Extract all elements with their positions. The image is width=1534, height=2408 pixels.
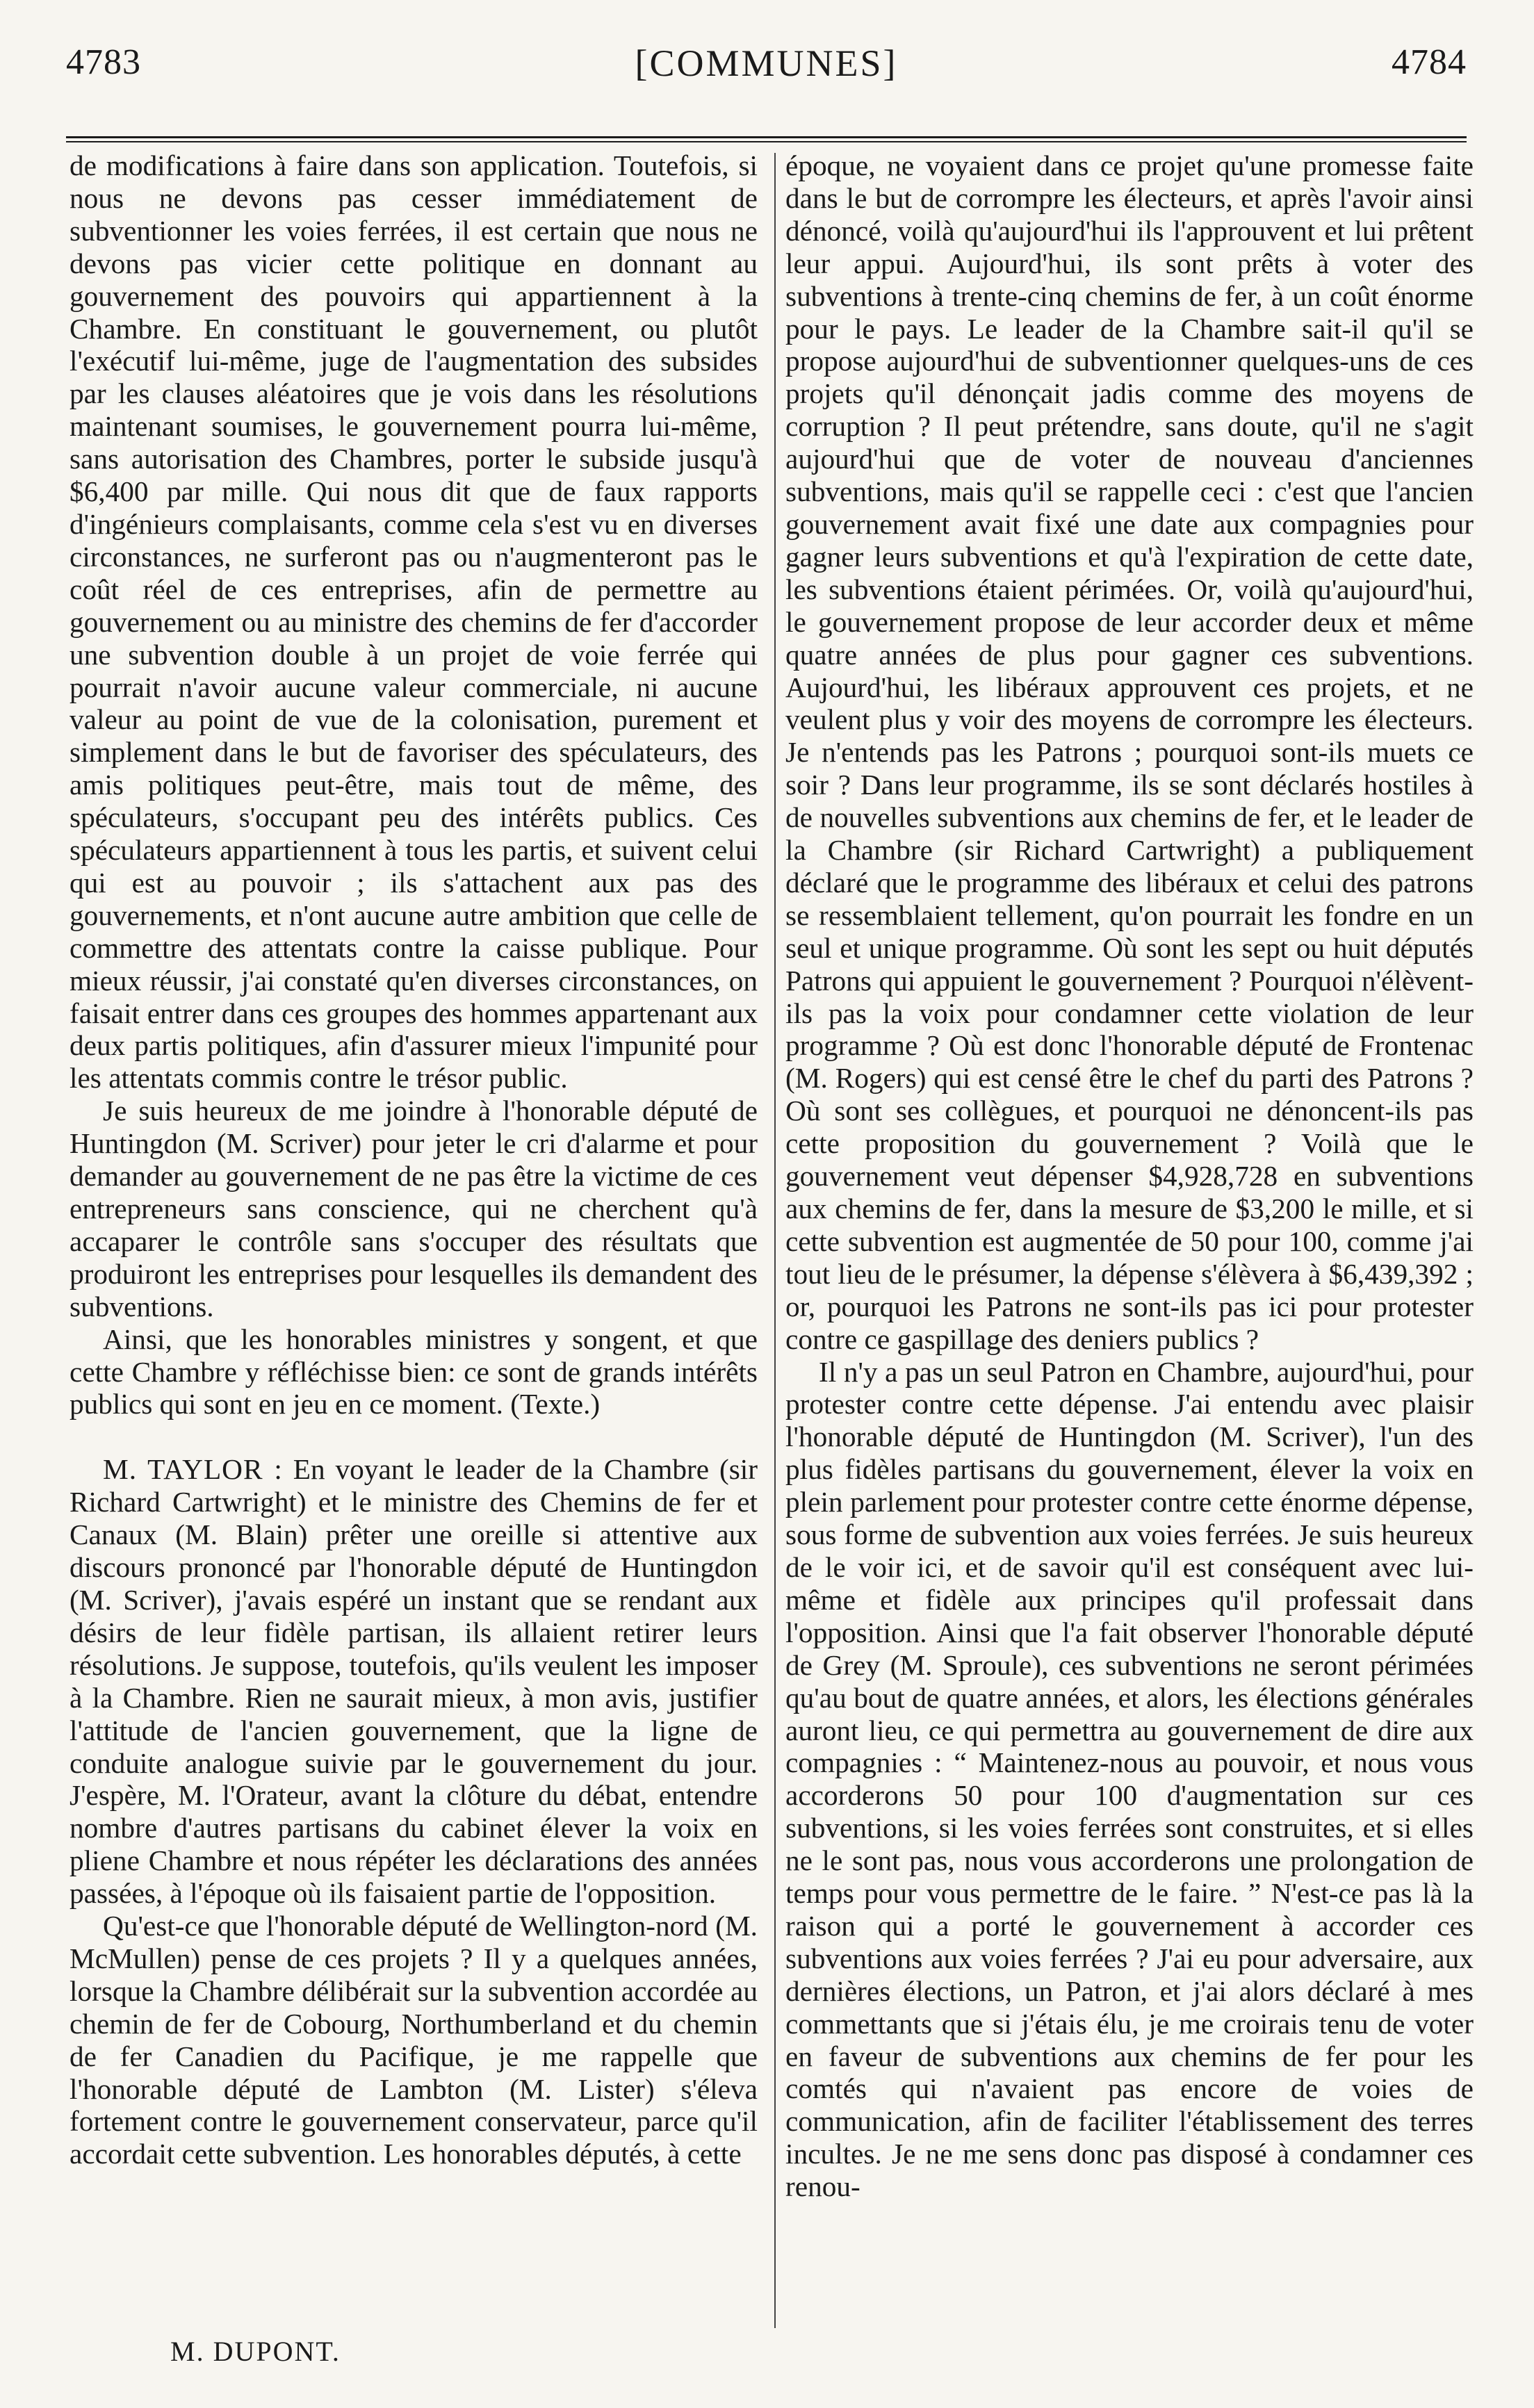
right-paragraph-2: Il n'y a pas un seul Patron en Chambre, aujourd'hui, pour protester contre cette dépense. J'ai entendu avec plaisir l'honorable député de Huntingdon (M. Scriver), l'un des plus fidèles partisans du gouvernement, élever la voix en plein parlement pour protester contre cette énorme dépense, sous forme de subvention aux voies ferrées. Je suis heureux de le voir ici, et de savoir qu'il est conséquent avec lui-même et fidèle aux principes qu'il professait dans l'opposition. Ainsi que l'a fait observer l'honorable député de Grey (M. Sproule), ces subventions ne seront périmées qu'au bout de quatre années, et alors, les élections générales auront lieu, ce qui permettra au gouvernement de dire aux compagnies : “ Maintenez-nous au pouvoir, et nous vous accorderons 50 pour 100 d'augmentation sur ces subventions, si les voies ferrées sont construites, et si elles ne le sont pas, nous vous accorderons une prolongation de temps pour vous permettre de le faire. ” N'est-ce pas là la raison qui a porté le gouvernement à accorder ces subventions aux voies ferrées ? J'ai eu pour adversaire, aux dernières élections, un Patron, et j'ai alors déclaré à mes commettants que si j'étais élu, je me croirais tenu de voter en faveur de subventions aux chemins de fer pour les comtés qui n'avaient pas encore de voies de communication, afin de faciliter l'établissement des terres incultes. Je ne me sens donc pas disposé à condamner ces renou- [785,1355,1474,2203]
footer-speaker-name: M. DUPONT. [170,2336,341,2367]
left-paragraph-5: Qu'est-ce que l'honorable député de Wellington-nord (M. McMullen) pense de ces projets ? Il y a quelques années, lorsque la Chambre délibérait sur la subvention accordée au chemin de fer de Cobourg, Northumberland et du chemin de fer Canadien du Pacifique, je me rappelle que l'honorable député de Lambton (M. Lister) s'éleva fortement contre le gouvernement conservateur, parce qu'il accordait cette subvention. Les honorables députés, à cette [70,1910,758,2170]
header-rule-bottom [66,141,1467,142]
section-title: [COMMUNES] [635,42,898,84]
left-paragraph-1: de modifications à faire dans son application. Toutefois, si nous ne devons pas cesser immédiatement de subventionner les voies ferrées, il est certain que nous ne devons pas vicier cette politique en donnant au gouvernement des pouvoirs qui appartiennent à la Chambre. En constituant le gouvernement, ou plutôt l'exécutif lui-même, juge de l'augmentation des subsides par les clauses aléatoires que je vois dans les résolutions maintenant soumises, le gouvernement pourra lui-même, sans autorisation des Chambres, porter le subside jusqu'à $6,400 par mille. Qui nous dit que de faux rapports d'ingénieurs complaisants, comme cela s'est vu en diverses circonstances, ne surferont pas ou n'augmenteront pas le coût réel de ces entreprises, afin de permettre au gouvernement ou au ministre des chemins de fer d'accorder une subvention double à un projet de voie ferrée qui pourrait n'avoir aucune valeur commerciale, ni aucune valeur au point de vue de la colonisation, purement et simplement dans le but de favoriser des spéculateurs, des amis politiques peut-être, mais tout de même, des spéculateurs, s'occupant peu des intérêts publics. Ces spéculateurs appartiennent à tous les partis, et suivent celui qui est au pouvoir ; ils s'attachent aux pas des gouvernements, et n'ont aucune autre ambition que celle de commettre des attentats contre la caisse publique. Pour mieux réussir, j'ai constaté qu'en diverses circonstances, on faisait entrer dans ces groupes des hommes appartenant aux deux partis politiques, afin d'assurer mieux l'impunité pour les attentats commis contre le trésor public. [70,149,758,1095]
page-number-left: 4783 [66,42,141,82]
right-column [785,149,1474,2203]
page-number-right: 4784 [1392,42,1467,82]
right-paragraph-1: époque, ne voyaient dans ce projet qu'une promesse faite dans le but de corrompre les électeurs, et après l'avoir ainsi dénoncé, voilà qu'aujourd'hui ils l'approuvent et lui prêtent leur appui. Aujourd'hui, ils sont prêts à voter des subventions à trente-cinq chemins de fer, à un coût énorme pour le pays. Le leader de la Chambre sait-il qu'il se propose aujourd'hui de subventionner quelques-uns de ces projets qu'il dénonçait jadis comme des moyens de corruption ? Il peut prétendre, sans doute, qu'il ne s'agit aujourd'hui que de voter de nouveau d'anciennes subventions, mais qu'il se rappelle ceci : c'est que l'ancien gouvernement avait fixé une date aux compagnies pour gagner leurs subventions et qu'à l'expiration de cette date, les subventions étaient périmées. Or, voilà qu'aujourd'hui, le gouvernement propose de leur accorder deux et même quatre années de plus pour gagner ces subventions. Aujourd'hui, les libéraux approuvent ces projets, et ne veulent plus y voir des moyens de corrompre les électeurs. Je n'entends pas les Patrons ; pourquoi sont-ils muets ce soir ? Dans leur programme, ils se sont déclarés hostiles à de nouvelles subventions aux chemins de fer, et le leader de la Chambre (sir Richard Cartwright) a publiquement déclaré que le programme des libéraux et celui des patrons se ressemblaient tellement, qu'on pourrait les fondre en un seul et unique programme. Où sont les sept ou huit députés Patrons qui appuient le gouvernement ? Pourquoi n'élèvent-ils pas la voix pour condamner cette violation de leur programme ? Où est donc l'honorable député de Frontenac (M. Rogers) qui est censé être le chef du parti des Patrons ? Où sont ses collègues, et pourquoi ne dénoncent-ils pas cette proposition du gouvernement ? Voilà que le gouvernement veut dépenser $4,928,728 en subventions aux chemins de fer, dans la mesure de $3,200 le mille, et si cette subvention est augmentée de 50 pour 100, comme j'ai tout lieu de le présumer, la dépense s'élèvera à $6,439,392 ; or, pourquoi les Patrons ne sont-ils pas ici pour protester contre ce gaspillage des deniers publics ? [785,149,1474,1355]
left-paragraph-2: Je suis heureux de me joindre à l'honorable député de Huntingdon (M. Scriver) pour jeter le cri d'alarme et pour demander au gouvernement de ne pas être la victime de ces entrepreneurs sans conscience, qui ne cherchent qu'à accaparer le contrôle sans s'occuper des résultats que produiront les entreprises pour lesquelles ils demandent des subventions. [70,1095,758,1322]
header-rule-top [66,136,1467,138]
left-paragraph-4-text: En voyant le leader de la Chambre (sir Richard Cartwright) et le ministre des Chemins de fer et Canaux (M. Blain) prêter une oreille si attentive aux discours prononcé par l'honorable député de Huntingdon (M. Scriver), j'avais espéré un instant que se rendant aux désirs de leur fidèle partisan, ils allaient retirer leurs résolutions. Je suppose, toutefois, qu'ils veulent les imposer à la Chambre. Rien ne saurait mieux, à mon avis, justifier l'attitude de l'ancien gouvernement, que la ligne de conduite analogue suivie par le gouvernement du jour. J'espère, M. l'Orateur, avant la clôture du débat, entendre nombre d'autres partisans du cabinet élever la voix en pliene Chambre et nous répéter les déclarations des années passées, à l'époque où ils faisaient partie de l'opposition. [70,1453,758,1910]
left-column [70,149,758,2170]
left-paragraph-4 [70,1453,758,1910]
speaker-name: M. TAYLOR : [103,1453,283,1486]
page-header [66,42,1467,97]
left-paragraph-3: Ainsi, que les honorables ministres y songent, et que cette Chambre y réfléchisse bien: ce sont de grands intérêts publics qui sont en jeu en ce moment. (Texte.) [70,1322,758,1420]
column-divider [774,153,776,2328]
